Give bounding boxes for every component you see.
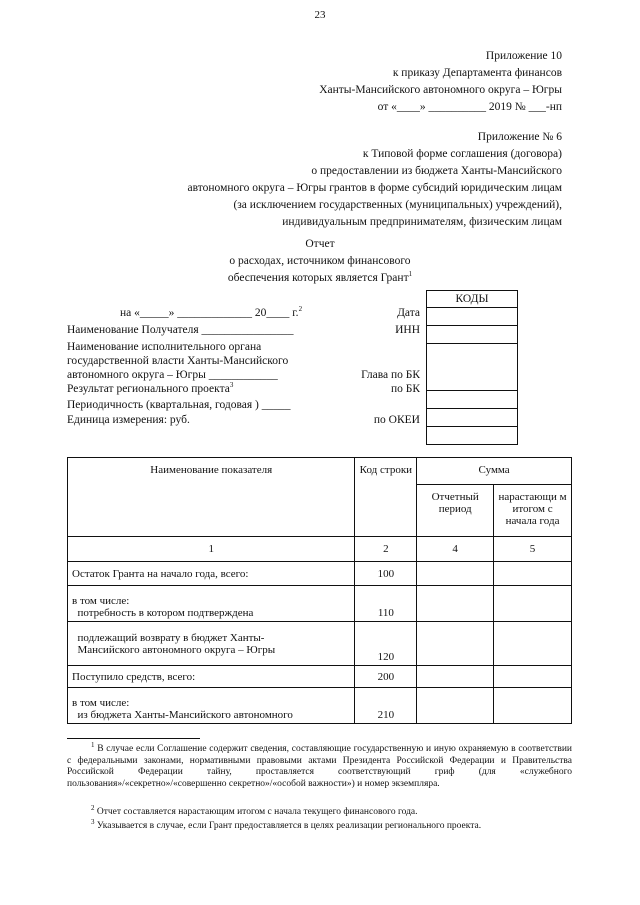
code-cell-bk <box>427 391 517 409</box>
header-sum: Сумма <box>417 458 572 485</box>
indicator-name: Остаток Гранта на начало года, всего: <box>68 562 355 586</box>
footnote-2: $^2$ Отчет составляется нарастающим итогом с начала текущего финансового года. <box>91 803 418 817</box>
indicator-name: Поступило средств, всего: <box>68 666 355 688</box>
value-cell <box>417 688 494 724</box>
glava-bk-code-label: Глава по БК <box>361 369 420 381</box>
bk-code-label: по БК <box>390 383 420 395</box>
value-cell <box>417 622 494 666</box>
report-title-line2: о расходах, источником финансового <box>229 255 411 267</box>
appendix-6-line1: Приложение № 6 <box>477 131 562 143</box>
appendix-6-line6: индивидуальным предпринимателям, физическим лицам <box>282 216 562 228</box>
authority-line1: Наименование исполнительного органа <box>67 341 262 353</box>
value-cell <box>417 666 494 688</box>
appendix-6-line4: автономного округа – Югры грантов в форме субсидий юридическим лицам <box>187 182 562 194</box>
row-code: 210 <box>355 688 417 724</box>
value-cell <box>494 666 572 688</box>
table-row <box>68 666 572 688</box>
column-number: 4 <box>417 537 494 562</box>
column-number: 5 <box>494 537 572 562</box>
report-title-line1: Отчет <box>305 238 335 250</box>
column-number: 1 <box>68 537 355 562</box>
appendix-10-line2: к приказу Департамента финансов <box>392 67 562 79</box>
value-cell <box>494 562 572 586</box>
column-numbers-row <box>68 537 572 562</box>
footnote-ref-1: 1 <box>408 270 413 279</box>
value-cell <box>494 688 572 724</box>
footnote-3: $^3$ Указывается в случае, если Грант предоставляется в целях реализации регионального проекта. <box>91 817 482 831</box>
indicator-name: в том числе: из бюджета Ханты-Мансийского автономного <box>68 688 355 724</box>
regional-project-result-label: Результат регионального проекта$^3$ <box>67 381 234 395</box>
table-row <box>68 622 572 666</box>
appendix-10-line4: от «____» __________ 2019 № ___-нп <box>377 101 562 113</box>
value-cell <box>417 586 494 622</box>
value-cell <box>494 622 572 666</box>
inn-code-label: ИНН <box>395 324 420 336</box>
footnote-separator <box>67 738 200 739</box>
header-row-code: Код строки <box>355 458 417 537</box>
table-row <box>68 688 572 724</box>
appendix-6-line2: к Типовой форме соглашения (договора) <box>362 148 562 160</box>
footnote-ref-3: 3 <box>229 381 234 390</box>
appendix-10-line3: Ханты-Мансийского автономного округа – Югры <box>319 84 562 96</box>
row-code: 100 <box>355 562 417 586</box>
unit-of-measure-label: Единица измерения: руб. <box>67 414 190 426</box>
authority-line3: автономного округа – Югры ____________ <box>67 369 278 381</box>
expenses-table <box>67 457 572 724</box>
indicator-name: подлежащий возврату в бюджет Ханты- Мансийского автономного округа – Югры <box>68 622 355 666</box>
indicator-name: в том числе: потребность в котором подтверждена <box>68 586 355 622</box>
code-cell-okei <box>427 427 517 445</box>
code-cell-date <box>427 308 517 326</box>
footnote-ref-2: 2 <box>298 305 303 314</box>
page-number: 23 <box>314 9 326 21</box>
value-cell <box>494 586 572 622</box>
codes-header: КОДЫ <box>427 291 517 308</box>
table-header-row <box>68 458 572 485</box>
codes-box <box>426 290 518 445</box>
column-number: 2 <box>355 537 417 562</box>
table-row <box>68 562 572 586</box>
table-row <box>68 586 572 622</box>
row-code: 120 <box>355 622 417 666</box>
footnote-1: $^1$ В случае если Соглашение содержит сведения, составляющие государственную и иную охраняемую в соответствии с федеральными законами, нормативными правовыми актами Президента Российской Федерации и Правительства Российской Федерации тайну, проставляется соответствующий гриф (для «служебного пользования»/«секретно»/«совершенно секретно»/«особой важности») и номер экземпляра. <box>67 740 572 789</box>
header-cumulative: нарастающи м итогом с начала года <box>494 485 572 537</box>
authority-line2: государственной власти Ханты-Мансийского <box>67 355 289 367</box>
report-title-line3: обеспечения которых является Грант$^1$ <box>227 270 413 284</box>
code-cell-glava-bk <box>427 344 517 391</box>
appendix-6-line5: (за исключением государственных (муниципальных) учреждений), <box>233 199 562 211</box>
appendix-6-line3: о предоставлении из бюджета Ханты-Мансийского <box>311 165 562 177</box>
recipient-name-label: Наименование Получателя ________________ <box>67 324 294 336</box>
date-code-label: Дата <box>397 307 420 319</box>
periodicity-label: Периодичность (квартальная, годовая ) _____ <box>67 399 291 411</box>
code-cell-periodicity <box>427 409 517 427</box>
header-reporting-period: Отчетный период <box>417 485 494 537</box>
appendix-10-line1: Приложение 10 <box>485 50 562 62</box>
row-code: 110 <box>355 586 417 622</box>
header-indicator-name: Наименование показателя <box>68 458 355 537</box>
okei-code-label: по ОКЕИ <box>373 414 420 426</box>
code-cell-inn <box>427 326 517 344</box>
report-date-line: на «_____» _____________ 20____ г.$^2$ <box>120 305 303 319</box>
row-code: 200 <box>355 666 417 688</box>
value-cell <box>417 562 494 586</box>
